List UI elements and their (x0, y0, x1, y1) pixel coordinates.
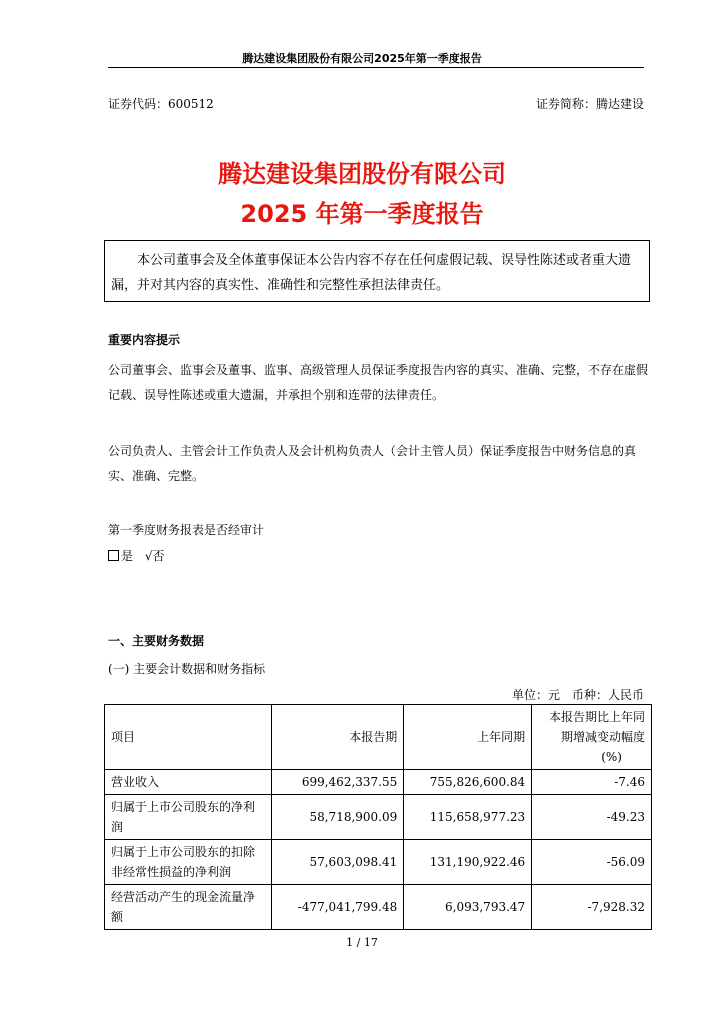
report-title-company: 腾达建设集团股份有限公司 (218, 160, 506, 188)
table-header-row (105, 705, 652, 770)
subsection-accounting-data: (一) 主要会计数据和财务指标 (108, 662, 266, 676)
running-header: 腾达建设集团股份有限公司2025年第一季度报告 (242, 52, 482, 65)
row-prior: 131,190,922.46 (404, 840, 532, 885)
header-change-line: 期增减变动幅度 (560, 730, 645, 744)
audit-choice (108, 547, 165, 564)
header-divider (108, 67, 644, 68)
row-current: 58,718,900.09 (272, 795, 404, 840)
row-change: -49.23 (532, 795, 652, 840)
report-title-period: 2025 年第一季度报告 (240, 200, 484, 228)
header-current-period: 本报告期 (272, 705, 404, 770)
row-item: 经营活动产生的现金流量净额 (105, 885, 272, 930)
row-change: -7.46 (532, 770, 652, 795)
row-item: 归属于上市公司股东的净利润 (105, 795, 272, 840)
row-prior: 755,826,600.84 (404, 770, 532, 795)
row-item: 营业收入 (105, 770, 272, 795)
financial-data-table (104, 704, 652, 930)
header-change (532, 705, 652, 770)
checkbox-icon (108, 550, 119, 561)
security-code: 证券代码：600512 (108, 97, 214, 111)
important-paragraph-1: 公司董事会、监事会及董事、监事、高级管理人员保证季度报告内容的真实、准确、完整，不存在虚假记载、误导性陈述或重大遗漏，并承担个别和连带的法律责任。 (108, 363, 649, 402)
audit-question: 第一季度财务报表是否经审计 (108, 523, 265, 537)
table-row (105, 795, 652, 840)
header-item: 项目 (105, 705, 272, 770)
row-change: -56.09 (532, 840, 652, 885)
row-prior: 6,093,793.47 (404, 885, 532, 930)
audit-no-label: √否 (144, 549, 165, 563)
header-prior-period: 上年同期 (404, 705, 532, 770)
security-name: 证券简称：腾达建设 (535, 97, 644, 111)
row-prior: 115,658,977.23 (404, 795, 532, 840)
unit-currency-note: 单位：元 币种：人民币 (511, 688, 644, 702)
row-current: 699,462,337.55 (272, 770, 404, 795)
table-row (105, 885, 652, 930)
audit-yes-label: 是 (121, 549, 134, 563)
row-change: -7,928.32 (532, 885, 652, 930)
header-change-unit: (%) (601, 750, 622, 764)
important-notice-heading: 重要内容提示 (108, 333, 181, 347)
row-current: -477,041,799.48 (272, 885, 404, 930)
page-number: 1 / 17 (346, 936, 378, 949)
table-row (105, 840, 652, 885)
row-current: 57,603,098.41 (272, 840, 404, 885)
table-row (105, 770, 652, 795)
header-change-line: 本报告期比上年同 (548, 710, 645, 724)
row-item: 归属于上市公司股东的扣除非经常性损益的净利润 (105, 840, 272, 885)
board-statement-box: 本公司董事会及全体董事保证本公告内容不存在任何虚假记载、误导性陈述或者重大遗漏，并对其内容的真实性、准确性和完整性承担法律责任。 (104, 240, 650, 302)
section-main-financial-data: 一、主要财务数据 (108, 634, 205, 648)
important-paragraph-2: 公司负责人、主管会计工作负责人及会计机构负责人（会计主管人员）保证季度报告中财务信息的真实、准确、完整。 (108, 444, 637, 483)
